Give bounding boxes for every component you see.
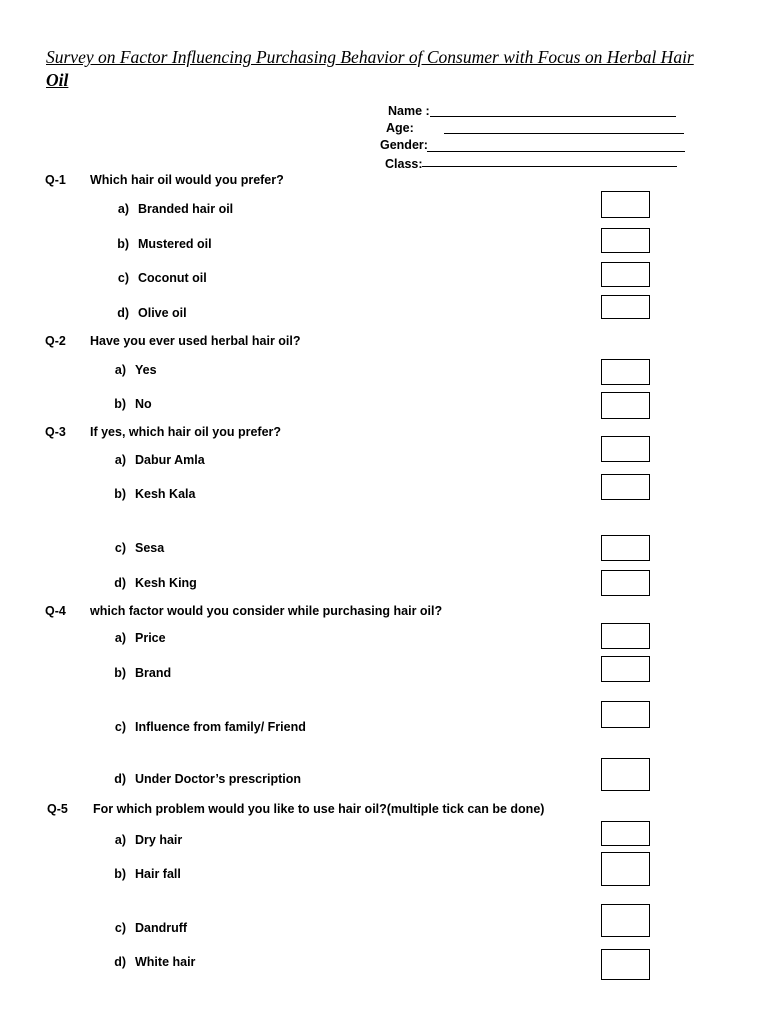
answer-checkbox[interactable] <box>601 392 650 419</box>
option-label: Dandruff <box>135 921 188 935</box>
option-letter: c) <box>114 720 126 734</box>
answer-checkbox[interactable] <box>601 623 650 649</box>
survey-title-continued: Oil <box>46 70 69 90</box>
option-letter: d) <box>114 955 126 969</box>
answer-checkbox[interactable] <box>601 436 650 462</box>
option-label: Price <box>135 631 166 645</box>
question-number: Q-1 <box>45 173 66 187</box>
option-label: Brand <box>135 666 172 680</box>
answer-checkbox[interactable] <box>601 262 650 287</box>
answer-checkbox[interactable] <box>601 949 650 980</box>
option-letter: d) <box>114 772 126 786</box>
gender-field[interactable] <box>427 151 685 152</box>
option-label: Olive oil <box>138 306 187 320</box>
question-text: Which hair oil would you prefer? <box>90 173 284 187</box>
question-text: For which problem would you like to use hair oil?(multiple tick can be done) <box>93 802 545 816</box>
class-label: Class: <box>385 157 423 171</box>
option-letter: b) <box>114 487 126 501</box>
option-label: Influence from family/ Friend <box>135 720 306 734</box>
name-field[interactable] <box>430 116 676 117</box>
answer-checkbox[interactable] <box>601 852 650 886</box>
answer-checkbox[interactable] <box>601 474 650 500</box>
age-field[interactable] <box>444 133 684 134</box>
question-text: which factor would you consider while purchasing hair oil? <box>90 604 443 618</box>
option-label: White hair <box>135 955 196 969</box>
option-letter: c) <box>114 541 126 555</box>
question-number: Q-4 <box>45 604 66 618</box>
answer-checkbox[interactable] <box>601 228 650 253</box>
question-number: Q-3 <box>45 425 66 439</box>
option-label: Sesa <box>135 541 165 555</box>
option-letter: a) <box>114 631 126 645</box>
option-label: Yes <box>135 363 157 377</box>
option-letter: a) <box>114 453 126 467</box>
age-label: Age: <box>386 121 414 135</box>
option-label: Dry hair <box>135 833 183 847</box>
survey-title: Survey on Factor Influencing Purchasing Behavior of Consumer with Focus on Herbal Hair <box>46 47 694 67</box>
option-letter: b) <box>114 666 126 680</box>
answer-checkbox[interactable] <box>601 904 650 937</box>
option-letter: d) <box>114 576 126 590</box>
question-text: Have you ever used herbal hair oil? <box>90 334 301 348</box>
option-label: Hair fall <box>135 867 181 881</box>
gender-label: Gender: <box>380 138 428 152</box>
option-label: Mustered oil <box>138 237 212 251</box>
option-letter: a) <box>114 363 126 377</box>
option-label: Kesh Kala <box>135 487 196 501</box>
option-label: No <box>135 397 152 411</box>
answer-checkbox[interactable] <box>601 821 650 846</box>
answer-checkbox[interactable] <box>601 295 650 319</box>
question-number: Q-5 <box>47 802 68 816</box>
answer-checkbox[interactable] <box>601 758 650 791</box>
answer-checkbox[interactable] <box>601 701 650 728</box>
option-letter: b) <box>114 867 126 881</box>
option-label: Kesh King <box>135 576 197 590</box>
question-number: Q-2 <box>45 334 66 348</box>
answer-checkbox[interactable] <box>601 359 650 385</box>
option-letter: c) <box>114 921 126 935</box>
question-text: If yes, which hair oil you prefer? <box>90 425 282 439</box>
option-label: Under Doctor’s prescription <box>135 772 301 786</box>
name-label: Name : <box>388 104 430 118</box>
answer-checkbox[interactable] <box>601 535 650 561</box>
option-label: Dabur Amla <box>135 453 205 467</box>
answer-checkbox[interactable] <box>601 656 650 682</box>
class-field[interactable] <box>422 166 677 167</box>
option-letter: b) <box>117 237 129 251</box>
option-label: Branded hair oil <box>138 202 234 216</box>
option-letter: c) <box>117 271 129 285</box>
option-letter: d) <box>117 306 129 320</box>
answer-checkbox[interactable] <box>601 570 650 596</box>
option-letter: b) <box>114 397 126 411</box>
option-letter: a) <box>117 202 129 216</box>
answer-checkbox[interactable] <box>601 191 650 218</box>
option-label: Coconut oil <box>138 271 207 285</box>
option-letter: a) <box>114 833 126 847</box>
